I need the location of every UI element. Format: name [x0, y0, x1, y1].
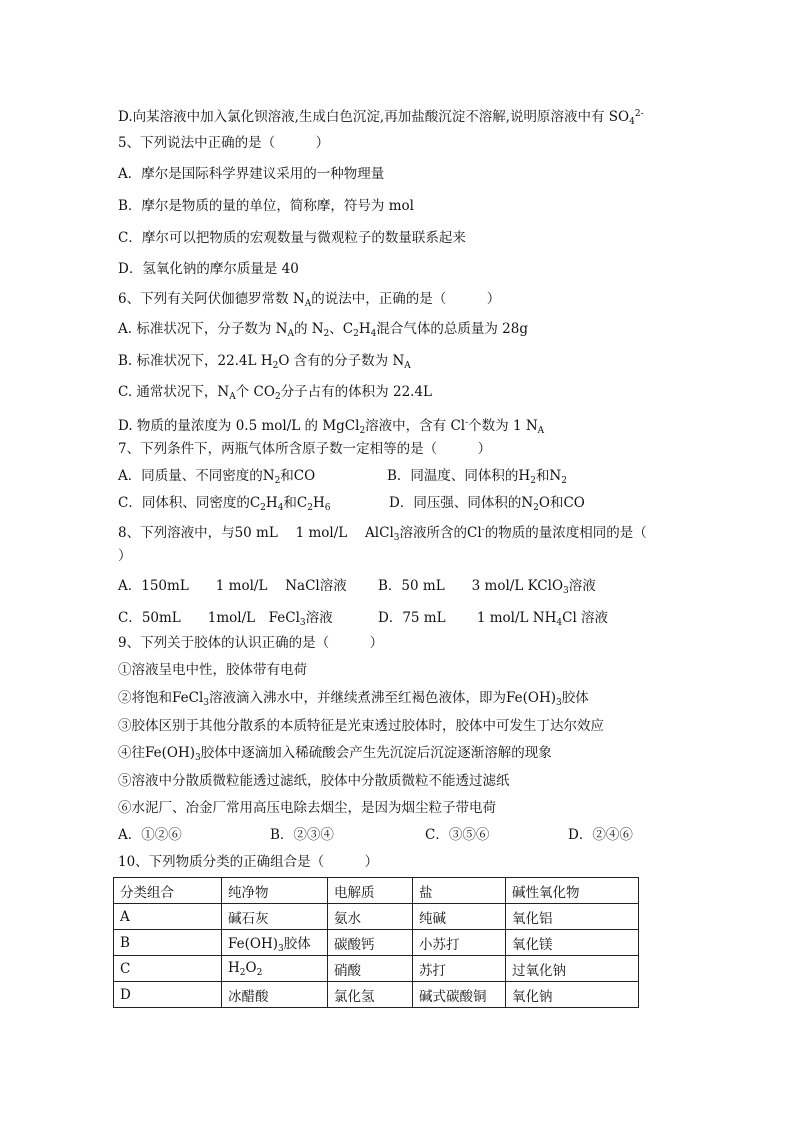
option-5b: B．摩尔是物质的量的单位，简称摩，符号为 mol — [118, 198, 414, 214]
table-cell: 氧化钠 — [506, 982, 639, 1008]
table-header-cell: 电解质 — [328, 878, 413, 904]
option-9b: B．②③④ — [270, 827, 334, 843]
table-header-cell: 分类组合 — [114, 878, 222, 904]
option-9d: D．②④⑥ — [568, 827, 633, 843]
statement-9-5: ⑤溶液中分散质微粒能透过滤纸，胶体中分散质微粒不能透过滤纸 — [118, 773, 510, 789]
table-cell: 氧化铝 — [506, 904, 639, 930]
table-cell: 过氧化钠 — [506, 956, 639, 982]
question-9: 9、下列关于胶体的认识正确的是（ ） — [118, 635, 384, 651]
option-8a: A．150mL 1 mol/L NaCl溶液 — [118, 578, 347, 594]
option-8c: C．50mL 1mol/L FeCl$_3$溶液 — [118, 610, 333, 628]
option-7b: B．同温度、同体积的$H_2$和$N_2$ — [387, 468, 567, 486]
statement-9-1: ①溶液呈电中性，胶体带有电荷 — [118, 662, 307, 678]
table-row — [114, 982, 639, 1008]
table-row — [114, 956, 639, 982]
option-6d: D. 物质的量浓度为 0.5 mol/L 的 MgCl$_2$溶液中，含有 Cl-个数为 1 $N_A$ — [118, 418, 545, 436]
option-6b: B. 标准状况下，22.4L $H_2O$ 含有的分子数为 $N_A$ — [118, 353, 411, 371]
table-row — [114, 904, 639, 930]
table-cell: 氨水 — [328, 904, 413, 930]
option-7a: A．同质量、不同密度的$N_2$和CO — [118, 468, 316, 486]
statement-9-3: ③胶体区别于其他分散系的本质特征是光束透过胶体时，胶体中可发生丁达尔效应 — [118, 718, 604, 734]
table-cell: 碱石灰 — [222, 904, 328, 930]
option-7c: C．同体积、同密度的$C_2H_4$和$C_2H_6$ — [118, 495, 331, 513]
table-cell: C — [114, 956, 222, 982]
statement-9-2: ②将饱和FeCl$_3$溶液滴入沸水中，并继续煮沸至红褐色液体，即为$Fe(OH)_3$胶体 — [118, 690, 589, 708]
table-cell: 纯碱 — [413, 904, 506, 930]
table-row — [114, 930, 639, 956]
table-cell: 冰醋酸 — [222, 982, 328, 1008]
table-cell: 硝酸 — [328, 956, 413, 982]
statement-9-4: ④往$Fe(OH)_3$胶体中逐滴加入稀硫酸会产生先沉淀后沉淀逐渐溶解的现象 — [118, 745, 552, 763]
table-cell: 氯化氢 — [328, 982, 413, 1008]
table-cell: $H_2O_2$ — [222, 956, 328, 982]
question-6: 6、下列有关阿伏伽德罗常数 $N_A$的说法中，正确的是（ ） — [118, 291, 501, 309]
table-header-row — [114, 878, 639, 904]
statement-9-6: ⑥水泥厂、冶金厂常用高压电除去烟尘，是因为烟尘粒子带电荷 — [118, 800, 496, 816]
table-header-cell: 盐 — [413, 878, 506, 904]
option-6c: C. 通常状况下，$N_A$个 $CO_2$分子占有的体积为 22.4L — [118, 384, 433, 402]
option-5d: D．氢氧化钠的摩尔质量是 40 — [118, 261, 299, 277]
question-7: 7、下列条件下，两瓶气体所含原子数一定相等的是（ ） — [118, 441, 492, 457]
table-cell: 碱式碳酸铜 — [413, 982, 506, 1008]
option-9a: A．①②⑥ — [118, 827, 182, 843]
table-cell: 氧化镁 — [506, 930, 639, 956]
option-8d: D．75 mL 1 mol/L $NH_4Cl$ 溶液 — [378, 610, 609, 628]
option-8b: B．50 mL 3 mol/L KClO$_3$溶液 — [378, 578, 596, 596]
table-cell: 小苏打 — [413, 930, 506, 956]
table-cell: $Fe(OH)_3$胶体 — [222, 930, 328, 956]
question-8-paren: ） — [118, 548, 132, 564]
option-9c: C．③⑤⑥ — [425, 827, 490, 843]
question-10: 10、下列物质分类的正确组合是（ ） — [118, 854, 379, 870]
option-5a: A．摩尔是国际科学界建议采用的一种物理量 — [118, 166, 385, 182]
option-7d: D．同压强、同体积的$N_2O$和CO — [389, 495, 585, 513]
table-header-cell: 碱性氧化物 — [506, 878, 639, 904]
question-8: 8、下列溶液中，与50 mL 1 mol/L AlCl$_3$溶液所含的Cl-的物质的量浓度相同的是（ — [118, 525, 647, 543]
table-cell: B — [114, 930, 222, 956]
question-5: 5、下列说法中正确的是（ ） — [118, 135, 330, 151]
classification-table — [113, 877, 639, 1008]
table-cell: 碳酸钙 — [328, 930, 413, 956]
table-header-cell: 纯净物 — [222, 878, 328, 904]
option-6a: A. 标准状况下，分子数为 $N_A$的 $N_2$、$C_2H_4$混合气体的总质量为 28g — [118, 321, 528, 339]
question-d-sulfate: D.向某溶液中加入氯化钡溶液,生成白色沉淀,再加盐酸沉淀不溶解,说明原溶液中有 $SO_4^{2-}$ — [118, 109, 644, 127]
table-cell: A — [114, 904, 222, 930]
option-5c: C．摩尔可以把物质的宏观数量与微观粒子的数量联系起来 — [118, 230, 466, 246]
table-cell: 苏打 — [413, 956, 506, 982]
table-cell: D — [114, 982, 222, 1008]
